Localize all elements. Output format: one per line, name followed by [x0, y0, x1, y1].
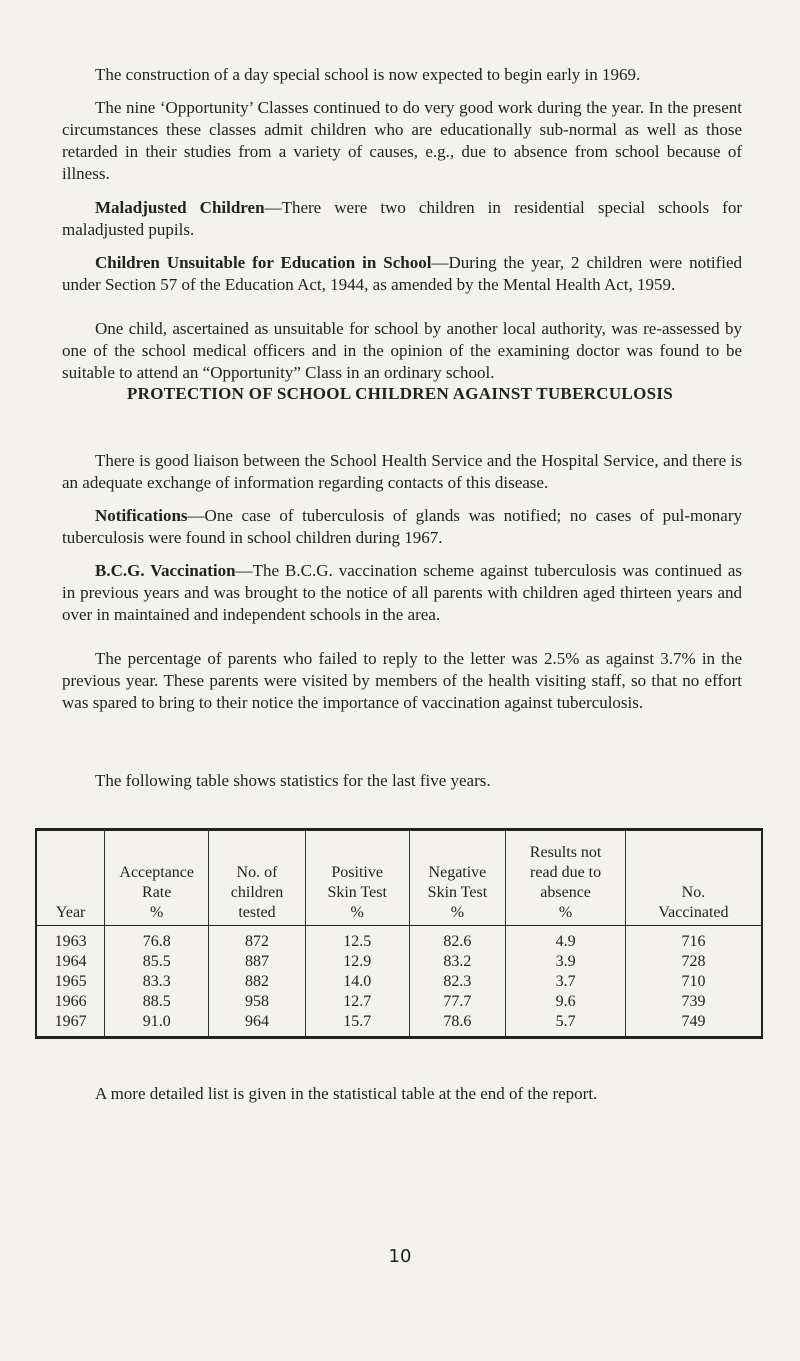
page-number: 10: [388, 1246, 412, 1267]
cell-year: 1965: [36, 972, 105, 992]
cell-negative: 83.2: [409, 952, 506, 972]
cell-year: 1966: [36, 992, 105, 1012]
paragraph-reassessed-child: One child, ascertained as unsuitable for school by another local authority, was re-assessed by one of the school medical officers and in the opinion of the examining doctor was found to be suitable to attend an “Opportunity” Class in an ordinary school.: [62, 319, 742, 382]
bcg-vaccination-text: —The B.C.G. vaccination scheme against tuberculosis was continued as in previous years and was brought to the notice of all parents with children aged thirteen years and over in maintained and independent schools in the area.: [62, 561, 742, 624]
paragraph-opportunity-classes: The nine ‘Opportunity’ Classes continued to do very good work during the year. In the present circumstances these classes admit children who are educationally sub-normal as well as those retarded in their studies from a variety of causes, e.g., due to absence from school because of illness.: [62, 98, 742, 183]
cell-acceptance-rate: 83.3: [105, 972, 209, 992]
cell-negative: 77.7: [409, 992, 506, 1012]
table-row: [36, 952, 762, 972]
cell-positive: 12.5: [305, 926, 409, 953]
cell-vaccinated: 710: [681, 973, 706, 990]
cell-vaccinated: 728: [681, 953, 706, 970]
bcg-vaccination-heading: B.C.G. Vaccination: [95, 561, 236, 580]
unsuitable-children-text: —During the year, 2 children were notified under Section 57 of the Education Act, 1944, as amended by the Mental Health Act, 1959.: [62, 253, 743, 294]
header-positive-skin-test: Positive Skin Test %: [305, 830, 409, 926]
cell-children-tested: 887: [209, 952, 306, 972]
cell-acceptance-rate: 88.5: [105, 992, 209, 1012]
cell-vaccinated: 739: [681, 993, 706, 1010]
header-children-tested: No. of children tested: [209, 830, 306, 926]
cell-vaccinated: 749: [681, 1013, 706, 1030]
cell-year: 1963: [36, 926, 105, 953]
cell-negative: 82.6: [409, 926, 506, 953]
paragraph-unsuitable-children: [62, 252, 742, 296]
table-row: [36, 992, 762, 1012]
paragraph-maladjusted-children: [62, 197, 742, 241]
cell-positive: 12.7: [305, 992, 409, 1012]
cell-absence: 3.9: [506, 952, 626, 972]
table-row: [36, 972, 762, 992]
cell-children-tested: 964: [209, 1012, 306, 1038]
cell-vaccinated: 716: [681, 933, 706, 950]
header-year: Year: [36, 830, 105, 926]
table-header-row: [36, 830, 762, 926]
unsuitable-children-heading: Children Unsuitable for Education in School: [95, 253, 432, 272]
header-vaccinated: No. Vaccinated: [625, 830, 762, 926]
cell-positive: 12.9: [305, 952, 409, 972]
cell-absence: 4.9: [506, 926, 626, 953]
table-row: [36, 1012, 762, 1038]
paragraph-construction: The construction of a day special school is now expected to begin early in 1969.: [95, 65, 641, 84]
paragraph-bcg-vaccination: [62, 560, 742, 626]
cell-acceptance-rate: 76.8: [105, 926, 209, 953]
cell-children-tested: 958: [209, 992, 306, 1012]
cell-year: 1967: [36, 1012, 105, 1038]
cell-absence: 5.7: [506, 1012, 626, 1038]
cell-negative: 78.6: [409, 1012, 506, 1038]
paragraph-table-intro: The following table shows statistics for the last five years.: [95, 771, 491, 790]
cell-absence: 3.7: [506, 972, 626, 992]
notifications-heading: Notifications: [95, 506, 188, 525]
paragraph-notifications: [62, 505, 742, 549]
section-heading-tuberculosis: PROTECTION OF SCHOOL CHILDREN AGAINST TUBERCULOSIS: [126, 384, 674, 403]
cell-negative: 82.3: [409, 972, 506, 992]
cell-children-tested: 872: [209, 926, 306, 953]
cell-absence: 9.6: [506, 992, 626, 1012]
cell-positive: 14.0: [305, 972, 409, 992]
paragraph-percentage-parents: The percentage of parents who failed to reply to the letter was 2.5% as against 3.7% in the previous year. These parents were visited by members of the health visiting staff, so that no effort was spared to bring to their notice the importance of vaccination against tuberculosis.: [62, 649, 742, 712]
maladjusted-children-heading: Maladjusted Children: [95, 198, 265, 217]
paragraph-liaison: There is good liaison between the School Health Service and the Hospital Service, and there is an adequate exchange of information regarding contacts of this disease.: [62, 451, 742, 492]
header-negative-skin-test: Negative Skin Test %: [409, 830, 506, 926]
cell-acceptance-rate: 85.5: [105, 952, 209, 972]
header-acceptance-rate: Acceptance Rate %: [105, 830, 209, 926]
cell-positive: 15.7: [305, 1012, 409, 1038]
cell-children-tested: 882: [209, 972, 306, 992]
cell-year: 1964: [36, 952, 105, 972]
table-row: [36, 926, 762, 953]
statistics-table: [35, 828, 763, 1039]
paragraph-detailed-list: A more detailed list is given in the statistical table at the end of the report.: [95, 1084, 598, 1103]
cell-acceptance-rate: 91.0: [105, 1012, 209, 1038]
notifications-text: —One case of tuberculosis of glands was notified; no cases of pul-monary tuberculosis were found in school children during 1967.: [62, 506, 742, 547]
maladjusted-children-text: —There were two children in residential special schools for maladjusted pupils.: [62, 198, 742, 239]
header-results-not-read: Results not read due to absence %: [506, 830, 626, 926]
